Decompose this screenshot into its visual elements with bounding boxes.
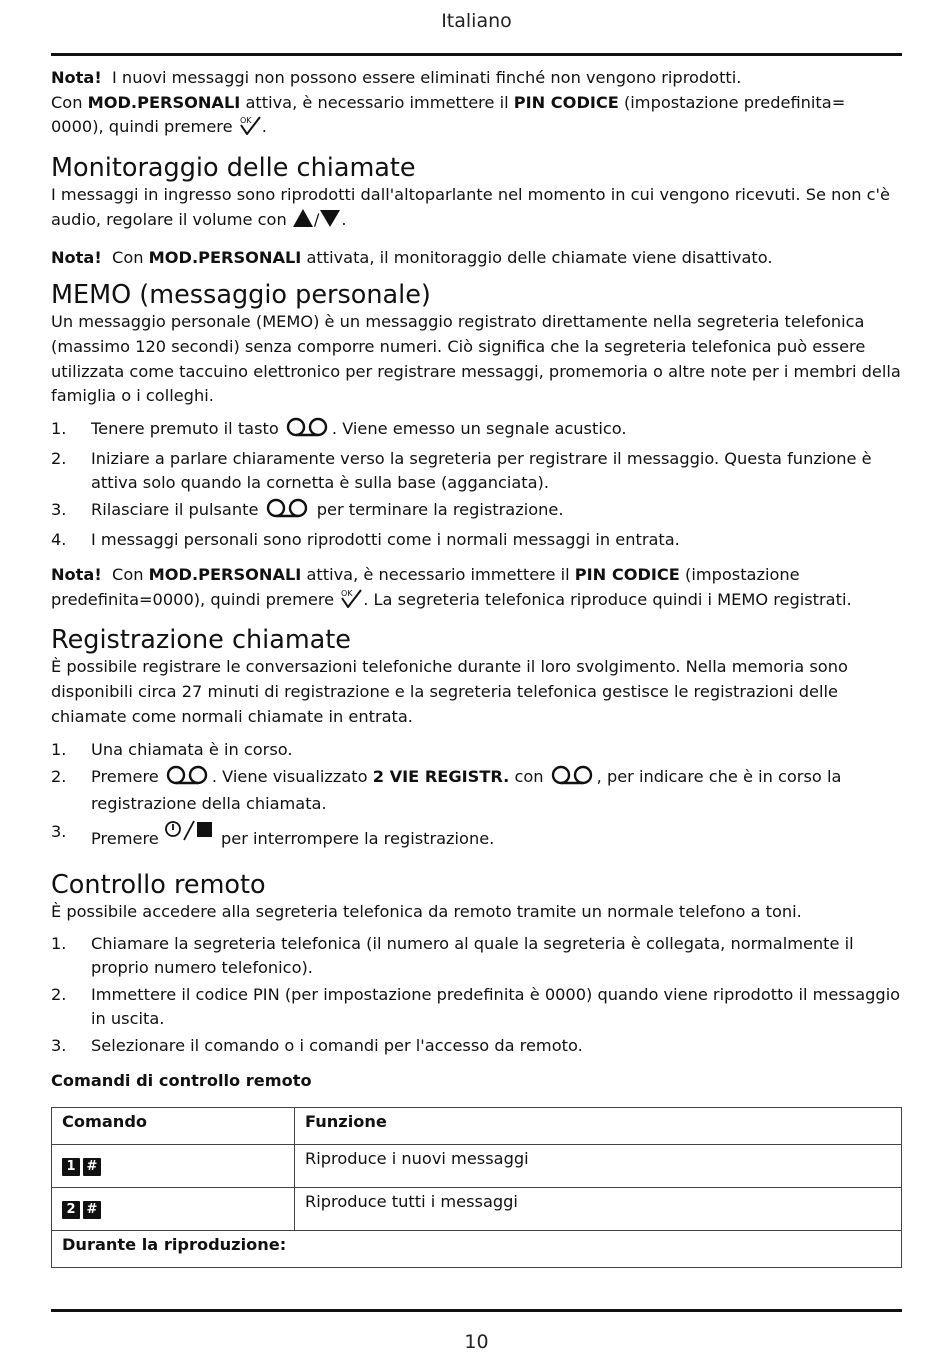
svg-text:OK: OK bbox=[341, 588, 353, 598]
volume-up-arrow-icon bbox=[292, 208, 314, 236]
section-title-registrazione: Registrazione chiamate bbox=[51, 625, 351, 656]
column-header-funzione: Funzione bbox=[295, 1108, 902, 1145]
remote-steps bbox=[51, 932, 902, 1058]
section-title-monitoraggio: Monitoraggio delle chiamate bbox=[51, 153, 416, 184]
key-1-icon: 1 bbox=[62, 1158, 80, 1176]
answering-machine-tape-icon bbox=[549, 765, 597, 792]
table-row bbox=[52, 1188, 902, 1231]
memo-steps bbox=[51, 417, 902, 552]
note-top-line3: 0000), quindi premere OK . bbox=[51, 115, 902, 143]
list-item: 1. Chiamare la segreteria telefonica (il numero al quale la segreteria è collegata, normalmente il proprio numero telefonico). bbox=[51, 934, 854, 978]
note-label: Nota! bbox=[51, 68, 102, 87]
table-footer-row: Durante la riproduzione: bbox=[52, 1231, 902, 1268]
volume-down-arrow-icon bbox=[319, 208, 341, 236]
command-keys bbox=[52, 1145, 295, 1188]
list-item: 2. Immettere il codice PIN (per impostazione predefinita è 0000) quando viene riprodotto il messaggio in uscita. bbox=[51, 985, 901, 1029]
answering-machine-tape-icon bbox=[284, 417, 332, 444]
memo-intro: Un messaggio personale (MEMO) è un messaggio registrato direttamente nella segreteria telefonica (massimo 120 secondi) senza comporre numeri. Ciò significa che la segreteria telefonica può essere utilizzata come taccuino elettronico per registrare messaggi, promemoria o altre note per i membri della famiglia o i colleghi. bbox=[51, 312, 901, 406]
list-item: 4. I messaggi personali sono riprodotti come i normali messaggi in entrata. bbox=[51, 530, 680, 550]
footer-rule bbox=[51, 1309, 902, 1312]
note-top-line2: Con MOD.PERSONALI attiva, è necessario immettere il PIN CODICE (impostazione predefinita= bbox=[51, 92, 846, 112]
list-item: 3. Premere per interrompere la registrazione. bbox=[51, 821, 495, 848]
command-function: Riproduce tutti i messaggi bbox=[295, 1188, 902, 1231]
running-header: Italiano bbox=[441, 10, 512, 32]
list-item: 3. Selezionare il comando o i comandi per l'accesso da remoto. bbox=[51, 1036, 583, 1056]
header-rule bbox=[51, 53, 902, 56]
power-stop-icon bbox=[164, 820, 216, 849]
svg-text:OK: OK bbox=[239, 116, 252, 126]
ok-check-icon bbox=[339, 588, 363, 616]
monitor-note: Nota! Con MOD.PERSONALI attivata, il monitoraggio delle chiamate viene disattivato. bbox=[51, 247, 773, 267]
column-header-comando: Comando bbox=[52, 1108, 295, 1145]
table-row bbox=[52, 1145, 902, 1188]
list-item: 1. Tenere premuto il tasto . Viene emesso un segnale acustico. bbox=[51, 417, 902, 444]
list-item: 3. Rilasciare il pulsante per terminare la registrazione. bbox=[51, 498, 902, 525]
answering-machine-tape-icon bbox=[264, 498, 312, 525]
note-top bbox=[51, 66, 902, 143]
recording-intro: È possibile registrare le conversazioni telefoniche durante il loro svolgimento. Nella memoria sono disponibili circa 27 minuti di registrazione e la segreteria telefonica gestisce le registrazioni delle chiamate come normali chiamate in entrata. bbox=[51, 657, 848, 726]
note-top-line1: Nota! I nuovi messaggi non possono essere eliminati finché non vengono riprodotti. bbox=[51, 68, 742, 87]
command-function: Riproduce i nuovi messaggi bbox=[295, 1145, 902, 1188]
remote-commands-table bbox=[51, 1107, 902, 1268]
key-hash-icon: # bbox=[83, 1201, 101, 1219]
memo-note: Nota! Con MOD.PERSONALI attiva, è necessario immettere il PIN CODICE (impostazione predefinita=0000), quindi premere OK . La segreteria telefonica riproduce quindi i MEMO registrati. bbox=[51, 563, 902, 615]
page-content bbox=[51, 66, 902, 1268]
section-title-controllo-remoto: Controllo remoto bbox=[51, 869, 266, 900]
remote-intro: È possibile accedere alla segreteria telefonica da remoto tramite un normale telefono a toni. bbox=[51, 901, 802, 921]
answering-machine-tape-icon bbox=[164, 765, 212, 792]
monitor-text: I messaggi in ingresso sono riprodotti dall'altoparlante nel momento in cui vengono ricevuti. Se non c'è audio, regolare il volume con / . bbox=[51, 183, 902, 235]
table-header-row bbox=[52, 1108, 902, 1145]
list-item: 2. Premere . Viene visualizzato 2 VIE REGISTR. con , per indicare che è in corso la registrazione della chiamata. bbox=[51, 766, 842, 813]
ok-check-icon bbox=[238, 115, 262, 143]
table-row bbox=[52, 1231, 902, 1268]
section-title-memo: MEMO (messaggio personale) bbox=[51, 280, 431, 311]
key-hash-icon: # bbox=[83, 1158, 101, 1176]
table-title: Comandi di controllo remoto bbox=[51, 1071, 312, 1091]
list-item: 2. Iniziare a parlare chiaramente verso la segreteria per registrare il messaggio. Questa funzione è attiva solo quando la cornetta è sulla base (agganciata). bbox=[51, 449, 872, 493]
key-2-icon: 2 bbox=[62, 1201, 80, 1219]
command-keys bbox=[52, 1188, 295, 1231]
page-number: 10 bbox=[464, 1331, 489, 1353]
list-item: 1. Una chiamata è in corso. bbox=[51, 739, 293, 759]
recording-steps bbox=[51, 738, 902, 851]
